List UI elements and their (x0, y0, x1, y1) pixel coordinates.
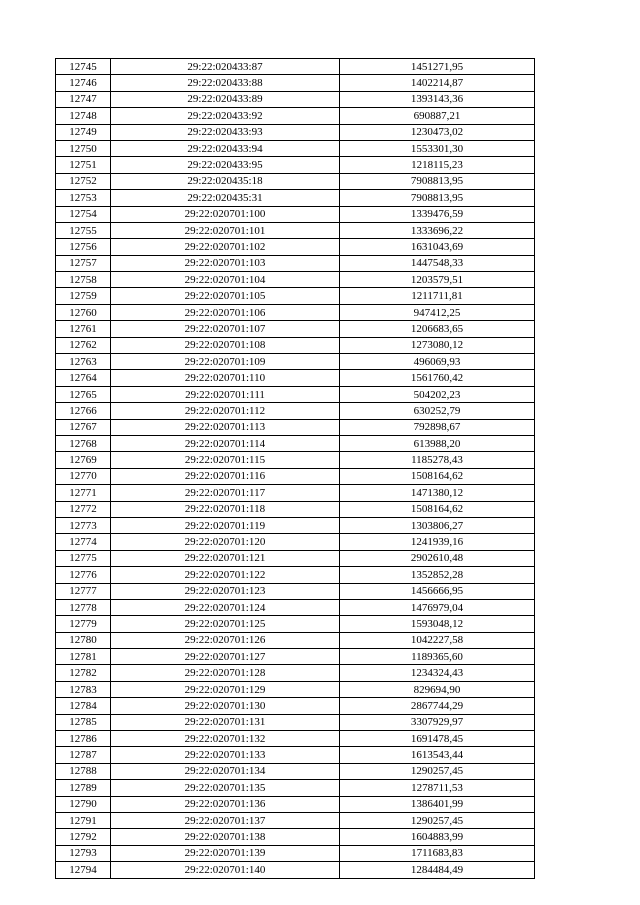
value-cell: 2902610,48 (340, 550, 535, 566)
table-row (56, 108, 535, 124)
table-row (56, 698, 535, 714)
value-cell: 1471380,12 (340, 485, 535, 501)
table-row (56, 403, 535, 419)
row-number-cell: 12747 (56, 91, 111, 107)
cadastral-number-cell: 29:22:020701:123 (111, 583, 340, 599)
table-row (56, 550, 535, 566)
row-number-cell: 12788 (56, 763, 111, 779)
row-number-cell: 12791 (56, 812, 111, 828)
table-row (56, 140, 535, 156)
cadastral-number-cell: 29:22:020701:136 (111, 796, 340, 812)
table-row (56, 239, 535, 255)
cadastral-number-cell: 29:22:020701:107 (111, 321, 340, 337)
row-number-cell: 12790 (56, 796, 111, 812)
row-number-cell: 12782 (56, 665, 111, 681)
table-row (56, 632, 535, 648)
table-row (56, 452, 535, 468)
table-row (56, 583, 535, 599)
row-number-cell: 12772 (56, 501, 111, 517)
table-row (56, 599, 535, 615)
table-row (56, 75, 535, 91)
table-row (56, 517, 535, 533)
cadastral-number-cell: 29:22:020701:137 (111, 812, 340, 828)
value-cell: 1386401,99 (340, 796, 535, 812)
value-cell: 1290257,45 (340, 812, 535, 828)
row-number-cell: 12778 (56, 599, 111, 615)
row-number-cell: 12792 (56, 829, 111, 845)
value-cell: 1218115,23 (340, 157, 535, 173)
table-row (56, 649, 535, 665)
cadastral-number-cell: 29:22:020433:94 (111, 140, 340, 156)
table-row (56, 796, 535, 812)
cadastral-number-cell: 29:22:020701:100 (111, 206, 340, 222)
row-number-cell: 12766 (56, 403, 111, 419)
table-row (56, 780, 535, 796)
table-row (56, 681, 535, 697)
cadastral-number-cell: 29:22:020433:88 (111, 75, 340, 91)
value-cell: 1333696,22 (340, 222, 535, 238)
cadastral-number-cell: 29:22:020701:114 (111, 435, 340, 451)
cadastral-number-cell: 29:22:020701:133 (111, 747, 340, 763)
value-cell: 1613543,44 (340, 747, 535, 763)
row-number-cell: 12781 (56, 649, 111, 665)
table-row (56, 190, 535, 206)
cadastral-number-cell: 29:22:020701:130 (111, 698, 340, 714)
row-number-cell: 12773 (56, 517, 111, 533)
row-number-cell: 12771 (56, 485, 111, 501)
value-cell: 690887,21 (340, 108, 535, 124)
cadastral-number-cell: 29:22:020701:131 (111, 714, 340, 730)
table-row (56, 321, 535, 337)
table-row (56, 763, 535, 779)
cadastral-number-cell: 29:22:020701:125 (111, 616, 340, 632)
table-row (56, 485, 535, 501)
value-cell: 1211711,81 (340, 288, 535, 304)
row-number-cell: 12779 (56, 616, 111, 632)
value-cell: 613988,20 (340, 435, 535, 451)
row-number-cell: 12746 (56, 75, 111, 91)
table-row (56, 468, 535, 484)
value-cell: 1593048,12 (340, 616, 535, 632)
table-row (56, 829, 535, 845)
cadastral-number-cell: 29:22:020701:122 (111, 567, 340, 583)
value-cell: 1476979,04 (340, 599, 535, 615)
row-number-cell: 12787 (56, 747, 111, 763)
row-number-cell: 12753 (56, 190, 111, 206)
row-number-cell: 12793 (56, 845, 111, 861)
table-row (56, 354, 535, 370)
value-cell: 7908813,95 (340, 190, 535, 206)
value-cell: 947412,25 (340, 304, 535, 320)
table-row (56, 386, 535, 402)
value-cell: 1189365,60 (340, 649, 535, 665)
row-number-cell: 12761 (56, 321, 111, 337)
table-row (56, 304, 535, 320)
cadastral-number-cell: 29:22:020701:111 (111, 386, 340, 402)
row-number-cell: 12764 (56, 370, 111, 386)
value-cell: 1691478,45 (340, 731, 535, 747)
row-number-cell: 12748 (56, 108, 111, 124)
row-number-cell: 12786 (56, 731, 111, 747)
value-cell: 1303806,27 (340, 517, 535, 533)
value-cell: 1553301,30 (340, 140, 535, 156)
row-number-cell: 12770 (56, 468, 111, 484)
cadastral-number-cell: 29:22:020701:135 (111, 780, 340, 796)
row-number-cell: 12751 (56, 157, 111, 173)
cadastral-number-cell: 29:22:020701:106 (111, 304, 340, 320)
value-cell: 1508164,62 (340, 468, 535, 484)
value-cell: 1447548,33 (340, 255, 535, 271)
cadastral-number-cell: 29:22:020701:121 (111, 550, 340, 566)
value-cell: 1278711,53 (340, 780, 535, 796)
table-row (56, 616, 535, 632)
cadastral-number-cell: 29:22:020701:108 (111, 337, 340, 353)
cadastral-number-cell: 29:22:020701:126 (111, 632, 340, 648)
value-cell: 1185278,43 (340, 452, 535, 468)
value-cell: 1561760,42 (340, 370, 535, 386)
cadastral-number-cell: 29:22:020433:92 (111, 108, 340, 124)
cadastral-number-cell: 29:22:020701:119 (111, 517, 340, 533)
cadastral-number-cell: 29:22:020701:139 (111, 845, 340, 861)
row-number-cell: 12780 (56, 632, 111, 648)
row-number-cell: 12785 (56, 714, 111, 730)
value-cell: 1604883,99 (340, 829, 535, 845)
value-cell: 7908813,95 (340, 173, 535, 189)
cadastral-number-cell: 29:22:020433:95 (111, 157, 340, 173)
table-row (56, 419, 535, 435)
cadastral-number-cell: 29:22:020701:113 (111, 419, 340, 435)
table-row (56, 272, 535, 288)
row-number-cell: 12784 (56, 698, 111, 714)
cadastral-number-cell: 29:22:020701:105 (111, 288, 340, 304)
row-number-cell: 12749 (56, 124, 111, 140)
value-cell: 3307929,97 (340, 714, 535, 730)
cadastral-number-cell: 29:22:020701:120 (111, 534, 340, 550)
value-cell: 1711683,83 (340, 845, 535, 861)
row-number-cell: 12775 (56, 550, 111, 566)
cadastral-number-cell: 29:22:020701:112 (111, 403, 340, 419)
cadastral-number-cell: 29:22:020701:109 (111, 354, 340, 370)
row-number-cell: 12763 (56, 354, 111, 370)
row-number-cell: 12758 (56, 272, 111, 288)
row-number-cell: 12762 (56, 337, 111, 353)
value-cell: 792898,67 (340, 419, 535, 435)
value-cell: 1042227,58 (340, 632, 535, 648)
row-number-cell: 12760 (56, 304, 111, 320)
table-row (56, 255, 535, 271)
value-cell: 1631043,69 (340, 239, 535, 255)
row-number-cell: 12774 (56, 534, 111, 550)
table-row (56, 157, 535, 173)
cadastral-number-cell: 29:22:020701:132 (111, 731, 340, 747)
row-number-cell: 12768 (56, 435, 111, 451)
cadastral-number-cell: 29:22:020701:129 (111, 681, 340, 697)
cadastral-number-cell: 29:22:020701:140 (111, 862, 340, 878)
table-row (56, 731, 535, 747)
value-cell: 1241939,16 (340, 534, 535, 550)
cadastral-number-cell: 29:22:020701:103 (111, 255, 340, 271)
value-cell: 1206683,65 (340, 321, 535, 337)
cadastral-number-cell: 29:22:020433:89 (111, 91, 340, 107)
value-cell: 1273080,12 (340, 337, 535, 353)
cadastral-number-cell: 29:22:020433:93 (111, 124, 340, 140)
cadastral-number-cell: 29:22:020701:117 (111, 485, 340, 501)
table-row (56, 206, 535, 222)
cadastral-number-cell: 29:22:020701:134 (111, 763, 340, 779)
cadastral-number-cell: 29:22:020433:87 (111, 59, 340, 75)
value-cell: 1290257,45 (340, 763, 535, 779)
row-number-cell: 12759 (56, 288, 111, 304)
cadastral-number-cell: 29:22:020701:115 (111, 452, 340, 468)
cadastral-number-cell: 29:22:020701:102 (111, 239, 340, 255)
cadastral-number-cell: 29:22:020701:127 (111, 649, 340, 665)
table-row (56, 337, 535, 353)
value-cell: 504202,23 (340, 386, 535, 402)
value-cell: 496069,93 (340, 354, 535, 370)
row-number-cell: 12767 (56, 419, 111, 435)
table-body (56, 59, 535, 879)
row-number-cell: 12769 (56, 452, 111, 468)
value-cell: 630252,79 (340, 403, 535, 419)
cadastral-number-cell: 29:22:020701:138 (111, 829, 340, 845)
table-row (56, 370, 535, 386)
table-row (56, 665, 535, 681)
table-row (56, 59, 535, 75)
table-row (56, 124, 535, 140)
row-number-cell: 12789 (56, 780, 111, 796)
cadastral-number-cell: 29:22:020701:116 (111, 468, 340, 484)
cadastral-number-cell: 29:22:020701:101 (111, 222, 340, 238)
cadastral-number-cell: 29:22:020701:128 (111, 665, 340, 681)
value-cell: 2867744,29 (340, 698, 535, 714)
table-row (56, 714, 535, 730)
table-row (56, 747, 535, 763)
table-row (56, 91, 535, 107)
value-cell: 1456666,95 (340, 583, 535, 599)
row-number-cell: 12794 (56, 862, 111, 878)
value-cell: 1393143,36 (340, 91, 535, 107)
table-row (56, 812, 535, 828)
value-cell: 1402214,87 (340, 75, 535, 91)
data-table (55, 58, 535, 879)
value-cell: 1451271,95 (340, 59, 535, 75)
row-number-cell: 12755 (56, 222, 111, 238)
table-row (56, 288, 535, 304)
table-row (56, 567, 535, 583)
value-cell: 1508164,62 (340, 501, 535, 517)
cadastral-number-cell: 29:22:020435:18 (111, 173, 340, 189)
table-row (56, 501, 535, 517)
value-cell: 1352852,28 (340, 567, 535, 583)
row-number-cell: 12783 (56, 681, 111, 697)
table-row (56, 845, 535, 861)
row-number-cell: 12752 (56, 173, 111, 189)
row-number-cell: 12745 (56, 59, 111, 75)
row-number-cell: 12750 (56, 140, 111, 156)
cadastral-number-cell: 29:22:020701:124 (111, 599, 340, 615)
value-cell: 1203579,51 (340, 272, 535, 288)
row-number-cell: 12754 (56, 206, 111, 222)
table-row (56, 862, 535, 878)
cadastral-number-cell: 29:22:020701:110 (111, 370, 340, 386)
value-cell: 1234324,43 (340, 665, 535, 681)
value-cell: 829694,90 (340, 681, 535, 697)
row-number-cell: 12765 (56, 386, 111, 402)
cadastral-number-cell: 29:22:020435:31 (111, 190, 340, 206)
table-row (56, 534, 535, 550)
row-number-cell: 12777 (56, 583, 111, 599)
cadastral-number-cell: 29:22:020701:118 (111, 501, 340, 517)
row-number-cell: 12756 (56, 239, 111, 255)
table-row (56, 435, 535, 451)
value-cell: 1339476,59 (340, 206, 535, 222)
row-number-cell: 12776 (56, 567, 111, 583)
row-number-cell: 12757 (56, 255, 111, 271)
cadastral-number-cell: 29:22:020701:104 (111, 272, 340, 288)
table-row (56, 222, 535, 238)
value-cell: 1230473,02 (340, 124, 535, 140)
table-row (56, 173, 535, 189)
value-cell: 1284484,49 (340, 862, 535, 878)
